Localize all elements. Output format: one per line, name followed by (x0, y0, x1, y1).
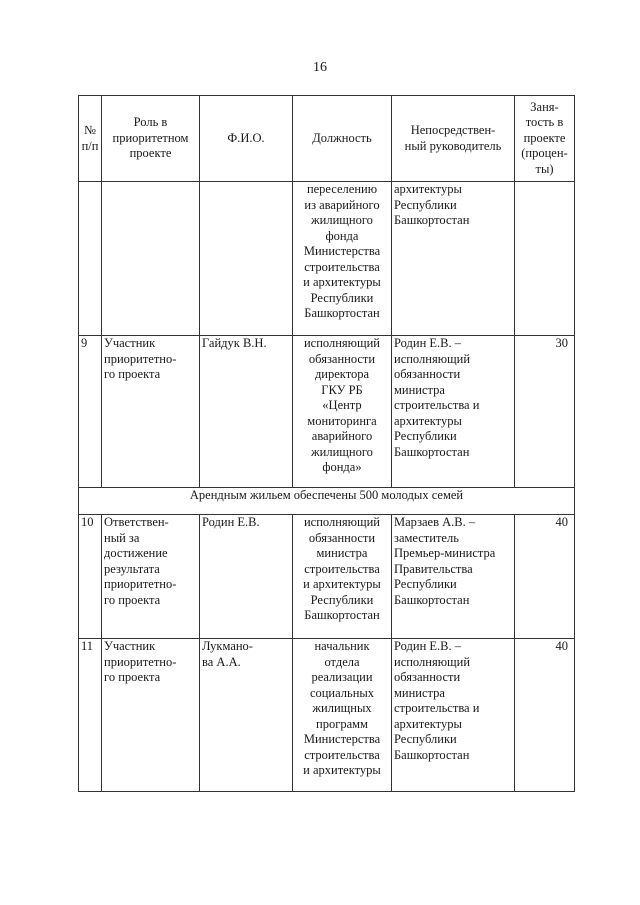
table-row (79, 515, 575, 639)
cell-fio: Гайдук В.Н. (200, 336, 293, 488)
cell-load (515, 182, 575, 336)
cell-supervisor: Родин Е.В. – исполняющий обязанности министра строительства и архитектуры Республики Башкортостан (392, 336, 515, 488)
cell-role: Ответствен- ный за достижение результата приоритетно- го проекта (102, 515, 200, 639)
header-fio: Ф.И.О. (200, 96, 293, 182)
cell-position: исполняющий обязанности директора ГКУ РБ «Центр мониторинга аварийного жилищного фонда» (293, 336, 392, 488)
cell-role: Участник приоритетно- го проекта (102, 639, 200, 792)
cell-num: 9 (79, 336, 102, 488)
cell-fio (200, 182, 293, 336)
project-team-table (78, 95, 575, 792)
header-load: Заня- тость в проекте (процен- ты) (515, 96, 575, 182)
cell-fio: Лукмано- ва А.А. (200, 639, 293, 792)
cell-load: 40 (515, 639, 575, 792)
section-title: Арендным жильем обеспечены 500 молодых семей (79, 488, 575, 515)
cell-load: 40 (515, 515, 575, 639)
cell-supervisor: Родин Е.В. – исполняющий обязанности министра строительства и архитектуры Республики Башкортостан (392, 639, 515, 792)
header-supervisor: Непосредствен- ный руководитель (392, 96, 515, 182)
header-row (79, 96, 575, 182)
table-row (79, 182, 575, 336)
cell-role: Участник приоритетно- го проекта (102, 336, 200, 488)
table-row (79, 639, 575, 792)
table-row (79, 336, 575, 488)
cell-position: начальник отдела реализации социальных жилищных программ Министерства строительства и архитектуры (293, 639, 392, 792)
cell-load: 30 (515, 336, 575, 488)
cell-num (79, 182, 102, 336)
section-row (79, 488, 575, 515)
cell-fio: Родин Е.В. (200, 515, 293, 639)
page-number: 16 (313, 60, 327, 75)
cell-num: 11 (79, 639, 102, 792)
header-position: Должность (293, 96, 392, 182)
cell-num: 10 (79, 515, 102, 639)
cell-position: переселению из аварийного жилищного фонда Министерства строительства и архитектуры Республики Башкортостан (293, 182, 392, 336)
cell-position: исполняющий обязанности министра строительства и архитектуры Республики Башкортостан (293, 515, 392, 639)
cell-role (102, 182, 200, 336)
header-num: № п/п (79, 96, 102, 182)
header-role: Роль в приоритетном проекте (102, 96, 200, 182)
cell-supervisor: архитектуры Республики Башкортостан (392, 182, 515, 336)
cell-supervisor: Марзаев А.В. – заместитель Премьер-министра Правительства Республики Башкортостан (392, 515, 515, 639)
